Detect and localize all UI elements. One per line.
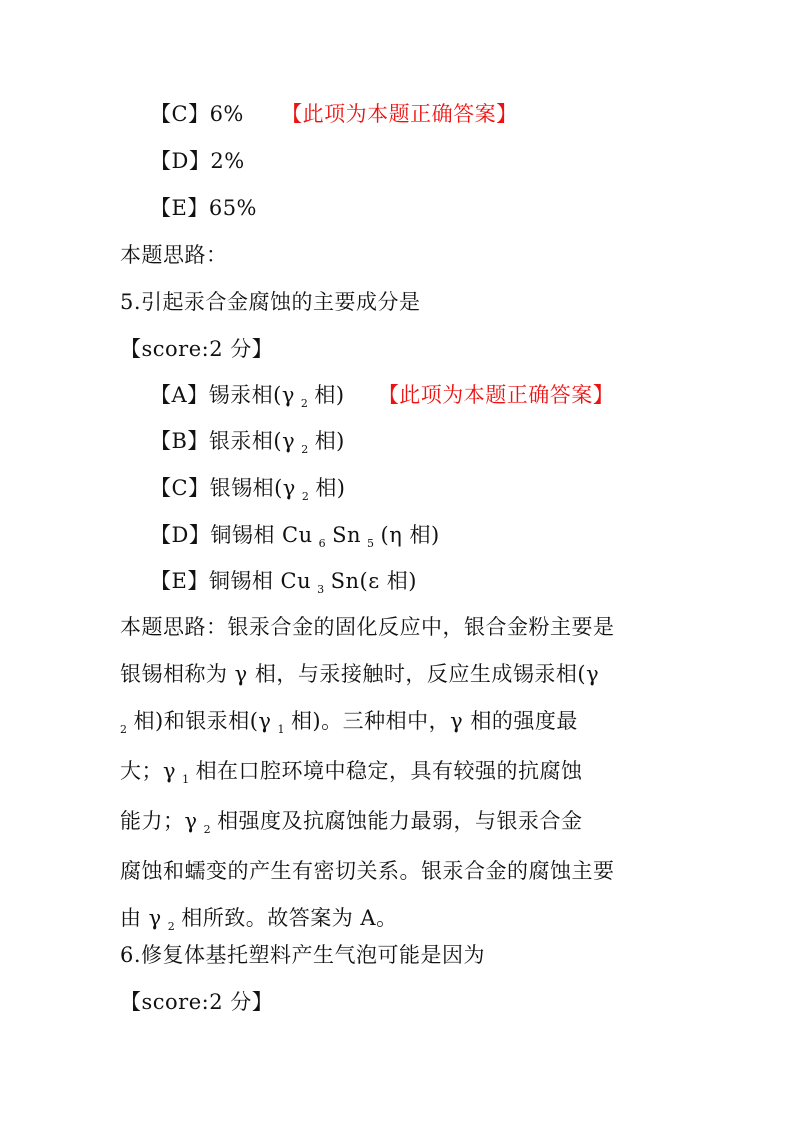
q4-option-c	[150, 99, 518, 129]
q5-explanation-line-6: 腐蚀和蠕变的产生有密切关系。银汞合金的腐蚀主要	[120, 859, 615, 883]
q5-title: 5.引起汞合金腐蚀的主要成分是	[120, 290, 421, 314]
q5-option-e-prefix: 【E】铜锡相 Cu	[150, 569, 312, 593]
q5-option-d-sub2: 5	[367, 537, 375, 550]
q5-explanation	[120, 604, 680, 945]
q5-explanation-sub: 1	[182, 773, 190, 786]
q5-option-a-prefix: 【A】锡汞相(γ	[150, 383, 295, 407]
q5-option-b-prefix: 【B】银汞相(γ	[150, 429, 296, 453]
q5-option-e-sub: 3	[317, 583, 325, 596]
q5-explanation-text: 由 γ	[120, 906, 162, 930]
q5-option-c	[150, 473, 346, 507]
q5-explanation-text: 相)。三种相中，γ 相的强度最	[290, 709, 578, 733]
q5-option-d	[150, 520, 440, 554]
q5-option-a-suffix: 相)	[314, 383, 345, 407]
q5-explanation-sub: 2	[167, 920, 176, 933]
q5-option-e	[150, 566, 417, 600]
q5-option-e-suffix: Sn(ε 相)	[330, 569, 417, 593]
q5-explanation-line-3	[120, 698, 680, 748]
q5-option-d-prefix: 【D】铜锡相 Cu	[150, 523, 313, 547]
q5-option-d-mid: Sn	[332, 523, 362, 547]
q5-option-d-sub: 6	[318, 537, 327, 550]
q5-option-b-sub: 2	[301, 443, 309, 456]
q6-title: 6.修复体基托塑料产生气泡可能是因为	[120, 943, 486, 967]
q5-option-b-suffix: 相)	[314, 429, 345, 453]
q5-explanation-line-5	[120, 798, 680, 848]
q5-explanation-sub: 1	[277, 723, 285, 736]
q5-explanation-line-2: 银锡相称为 γ 相，与汞接触时，反应生成锡汞相(γ	[120, 662, 600, 686]
q5-option-a-sub: 2	[300, 397, 309, 410]
q5-option-c-prefix: 【C】银锡相(γ	[150, 476, 296, 500]
q4-option-d: 【D】2%	[150, 149, 245, 173]
q6-score: 【score:2 分】	[120, 990, 274, 1014]
q5-explanation-text: 大；γ	[120, 759, 177, 783]
q5-explanation-text: 相强度及抗腐蚀能力最弱，与银汞合金	[217, 809, 583, 833]
q5-explanation-line-7	[120, 895, 680, 945]
q5-option-d-suffix: (η 相)	[380, 523, 440, 547]
q4-explanation: 本题思路：	[120, 243, 228, 267]
q5-explanation-text: 相所致。故答案为 A。	[181, 906, 398, 930]
q4-option-c-label: 【C】6%	[150, 102, 244, 126]
q5-explanation-line-1: 本题思路：银汞合金的固化反应中，银合金粉主要是	[120, 615, 615, 639]
correct-answer-tag: 【此项为本题正确答案】	[281, 102, 518, 126]
q5-explanation-text: 能力；γ	[120, 809, 198, 833]
q5-explanation-sub: 2	[120, 723, 128, 736]
q5-option-a	[150, 380, 614, 414]
q5-option-b	[150, 426, 345, 460]
q4-option-e: 【E】65%	[150, 196, 258, 220]
q5-score: 【score:2 分】	[120, 337, 274, 361]
q5-option-c-sub: 2	[301, 490, 310, 503]
q5-option-c-suffix: 相)	[315, 476, 346, 500]
q5-explanation-sub: 2	[203, 823, 212, 836]
q5-explanation-text: 相)和银汞相(γ	[133, 709, 272, 733]
q5-explanation-text: 相在口腔环境中稳定，具有较强的抗腐蚀	[195, 759, 583, 783]
q5-explanation-line-4	[120, 748, 680, 798]
correct-answer-tag: 【此项为本题正确答案】	[377, 383, 615, 407]
